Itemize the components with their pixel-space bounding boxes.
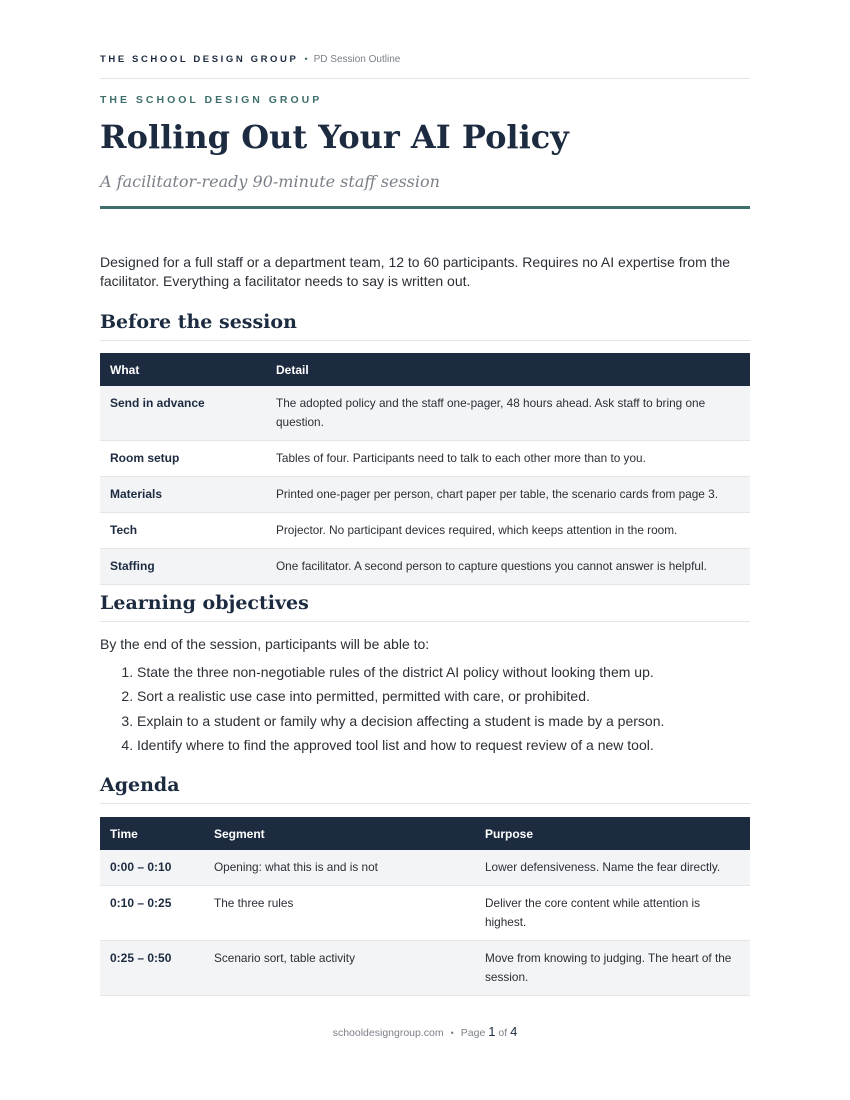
row-time: 0:00 – 0:10 [100, 850, 204, 886]
column-header-time: Time [100, 817, 204, 850]
row-purpose: Lower defensiveness. Name the fear directly. [475, 850, 750, 886]
row-segment: Opening: what this is and is not [204, 850, 475, 886]
list-item: 1. State the three non-negotiable rules of the district AI policy without looking them up. [137, 660, 750, 684]
title-divider [100, 206, 750, 209]
objectives-list [100, 660, 750, 757]
row-label: Tech [100, 513, 266, 549]
column-header-what: What [100, 353, 266, 386]
agenda-table [100, 817, 750, 996]
row-time: 0:25 – 0:50 [100, 941, 204, 996]
section-heading-agenda: Agenda [100, 774, 750, 804]
row-time: 0:10 – 0:25 [100, 886, 204, 941]
list-item: 3. Explain to a student or family why a decision affecting a student is made by a person. [137, 709, 750, 733]
row-detail: Projector. No participant devices required, which keeps attention in the room. [266, 513, 750, 549]
header-separator: • [304, 54, 308, 64]
row-detail: One facilitator. A second person to capture questions you cannot answer is helpful. [266, 549, 750, 585]
page-title: Rolling Out Your AI Policy [100, 118, 569, 156]
table-row [100, 386, 750, 441]
table-row [100, 441, 750, 477]
eyebrow-brand: THE SCHOOL DESIGN GROUP [100, 94, 323, 106]
table-row [100, 513, 750, 549]
footer-page-total: 4 [510, 1024, 518, 1039]
objectives-lead: By the end of the session, participants will be able to: [100, 636, 430, 652]
row-purpose: Deliver the core content while attention is highest. [475, 886, 750, 941]
section-heading-objectives: Learning objectives [100, 592, 750, 622]
column-header-purpose: Purpose [475, 817, 750, 850]
table-header-row [100, 353, 750, 386]
page-footer [0, 1024, 850, 1039]
intro-paragraph: Designed for a full staff or a department team, 12 to 60 participants. Requires no AI expertise from the facilitator. Everything a facilitator needs to say is written out. [100, 254, 731, 289]
row-label: Materials [100, 477, 266, 513]
list-item: 4. Identify where to find the approved tool list and how to request review of a new tool. [137, 733, 750, 757]
row-label: Send in advance [100, 386, 266, 441]
running-header [100, 54, 750, 79]
row-purpose: Move from knowing to judging. The heart of the session. [475, 941, 750, 996]
list-item: 2. Sort a realistic use case into permitted, permitted with care, or prohibited. [137, 684, 750, 708]
footer-separator: • [450, 1028, 454, 1038]
footer-of-label: of [498, 1027, 508, 1039]
page-subtitle: A facilitator-ready 90-minute staff session [100, 172, 440, 191]
table-row [100, 549, 750, 585]
row-segment: Scenario sort, table activity [204, 941, 475, 996]
header-doc-type: PD Session Outline [313, 54, 401, 65]
row-segment: The three rules [204, 886, 475, 941]
table-row [100, 886, 750, 941]
row-label: Staffing [100, 549, 266, 585]
column-header-segment: Segment [204, 817, 475, 850]
column-header-detail: Detail [266, 353, 750, 386]
table-header-row [100, 817, 750, 850]
footer-site: schooldesigngroup.com [332, 1027, 444, 1039]
header-brand: THE SCHOOL DESIGN GROUP [100, 54, 299, 65]
row-detail: Printed one-pager per person, chart paper per table, the scenario cards from page 3. [266, 477, 750, 513]
table-row [100, 941, 750, 996]
table-row [100, 477, 750, 513]
footer-page-label: Page [460, 1027, 486, 1039]
section-heading-before: Before the session [100, 311, 750, 341]
before-session-table [100, 353, 750, 585]
table-row [100, 850, 750, 886]
row-detail: Tables of four. Participants need to talk to each other more than to you. [266, 441, 750, 477]
footer-page-current: 1 [488, 1024, 496, 1039]
row-detail: The adopted policy and the staff one-pager, 48 hours ahead. Ask staff to bring one question. [266, 386, 750, 441]
row-label: Room setup [100, 441, 266, 477]
